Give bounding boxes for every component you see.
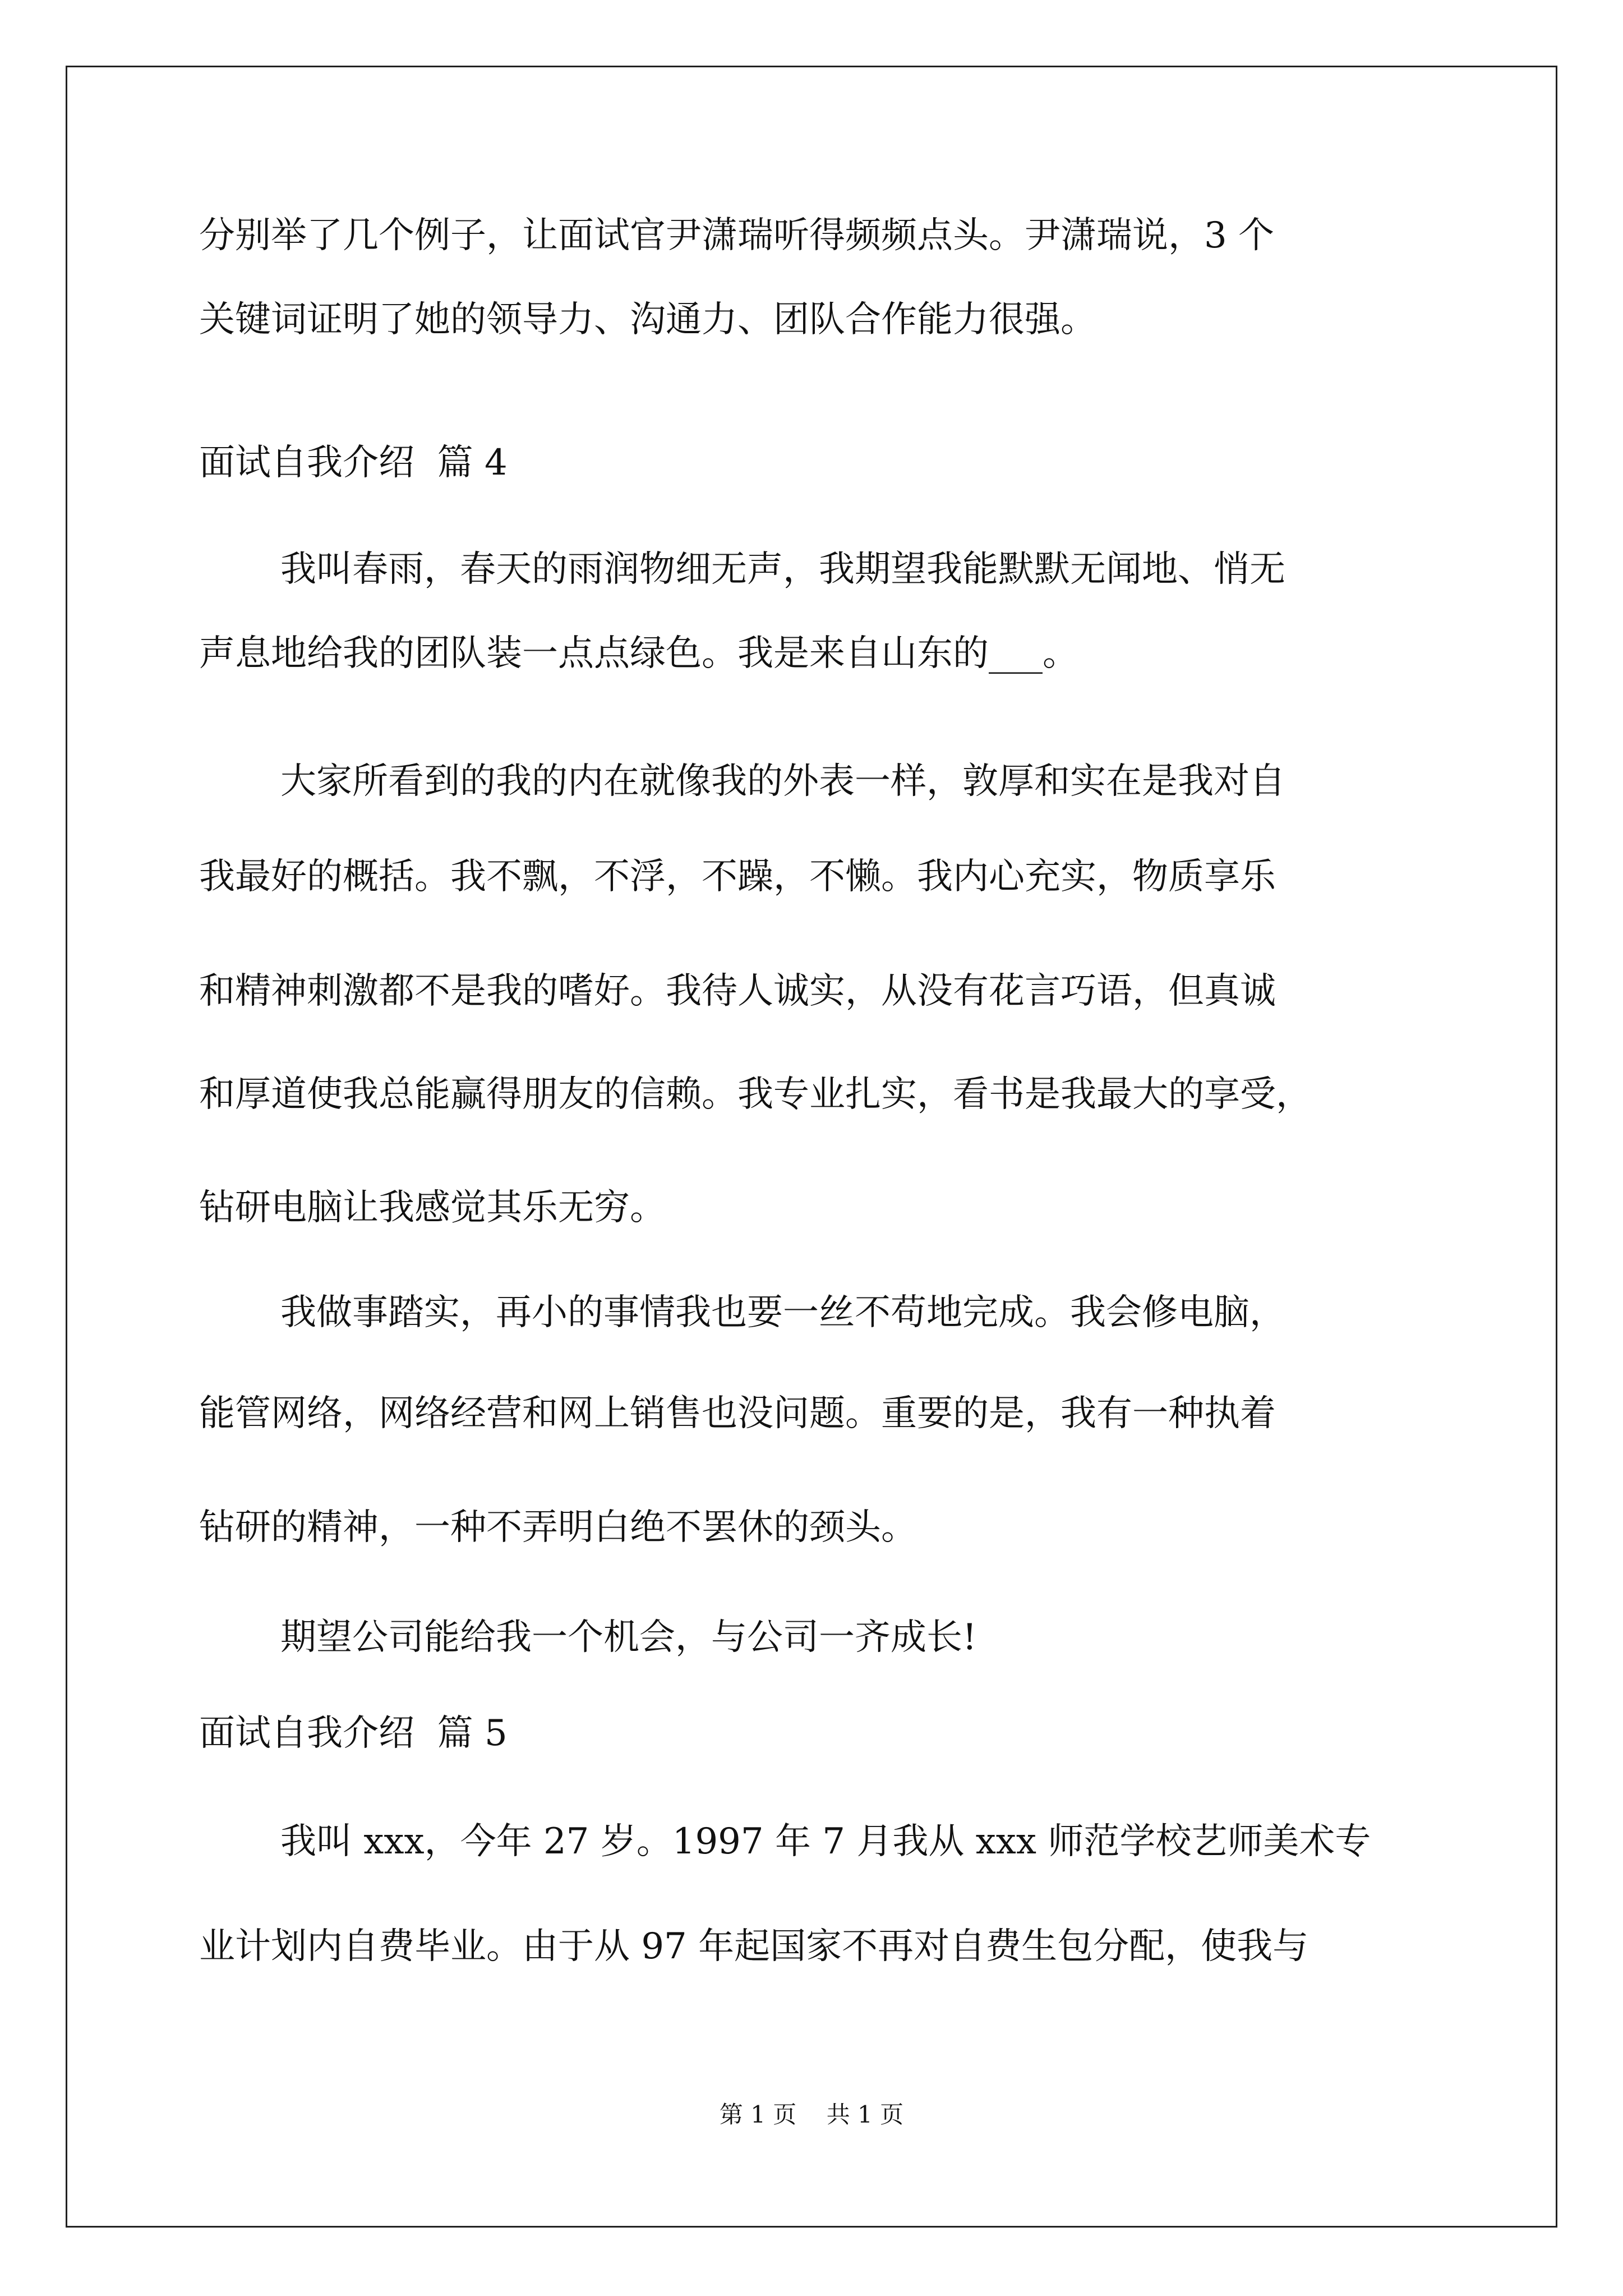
body-text-line: 我最好的概括。我不飘，不浮，不躁，不懒。我内心充实，物质享乐	[199, 856, 1276, 898]
body-text-line: 分别举了几个例子，让面试官尹潇瑞听得频频点头。尹潇瑞说，3 个	[199, 215, 1275, 256]
page-border	[66, 66, 1557, 2228]
body-text-line: 大家所看到的我的内在就像我的外表一样，敦厚和实在是我对自	[280, 761, 1285, 802]
body-text-line: 关键词证明了她的领导力、沟通力、团队合作能力很强。	[199, 299, 1096, 341]
body-text-line: 我做事踏实，再小的事情我也要一丝不苟地完成。我会修电脑，	[280, 1292, 1285, 1333]
body-text-line: 业计划内自费毕业。由于从 97 年起国家不再对自费生包分配，使我与	[199, 1926, 1309, 1967]
body-text-line: 钻研电脑让我感觉其乐无穷。	[199, 1187, 666, 1228]
body-text-line: 我叫 xxx，今年 27 岁。1997 年 7 月我从 xxx 师范学校艺师美术专	[280, 1821, 1371, 1862]
body-text-line: 我叫春雨，春天的雨润物细无声，我期望我能默默无闻地、悄无	[280, 549, 1285, 590]
body-text-line: 期望公司能给我一个机会，与公司一齐成长!	[280, 1617, 977, 1658]
body-text-line: 能管网络，网络经营和网上销售也没问题。重要的是，我有一种执着	[199, 1393, 1276, 1434]
page-footer: 第 1 页 共 1 页	[719, 2101, 904, 2128]
body-text-line: 声息地给我的团队装一点点绿色。我是来自山东的___。	[199, 633, 1078, 674]
section-heading-5: 面试自我介绍 篇 5	[199, 1713, 508, 1754]
body-text-line: 和厚道使我总能赢得朋友的信赖。我专业扎实，看书是我最大的享受，	[199, 1074, 1312, 1115]
section-heading-4: 面试自我介绍 篇 4	[199, 442, 508, 484]
body-text-line: 钻研的精神，一种不弄明白绝不罢休的颈头。	[199, 1507, 917, 1548]
body-text-line: 和精神刺激都不是我的嗜好。我待人诚实，从没有花言巧语，但真诚	[199, 970, 1276, 1012]
